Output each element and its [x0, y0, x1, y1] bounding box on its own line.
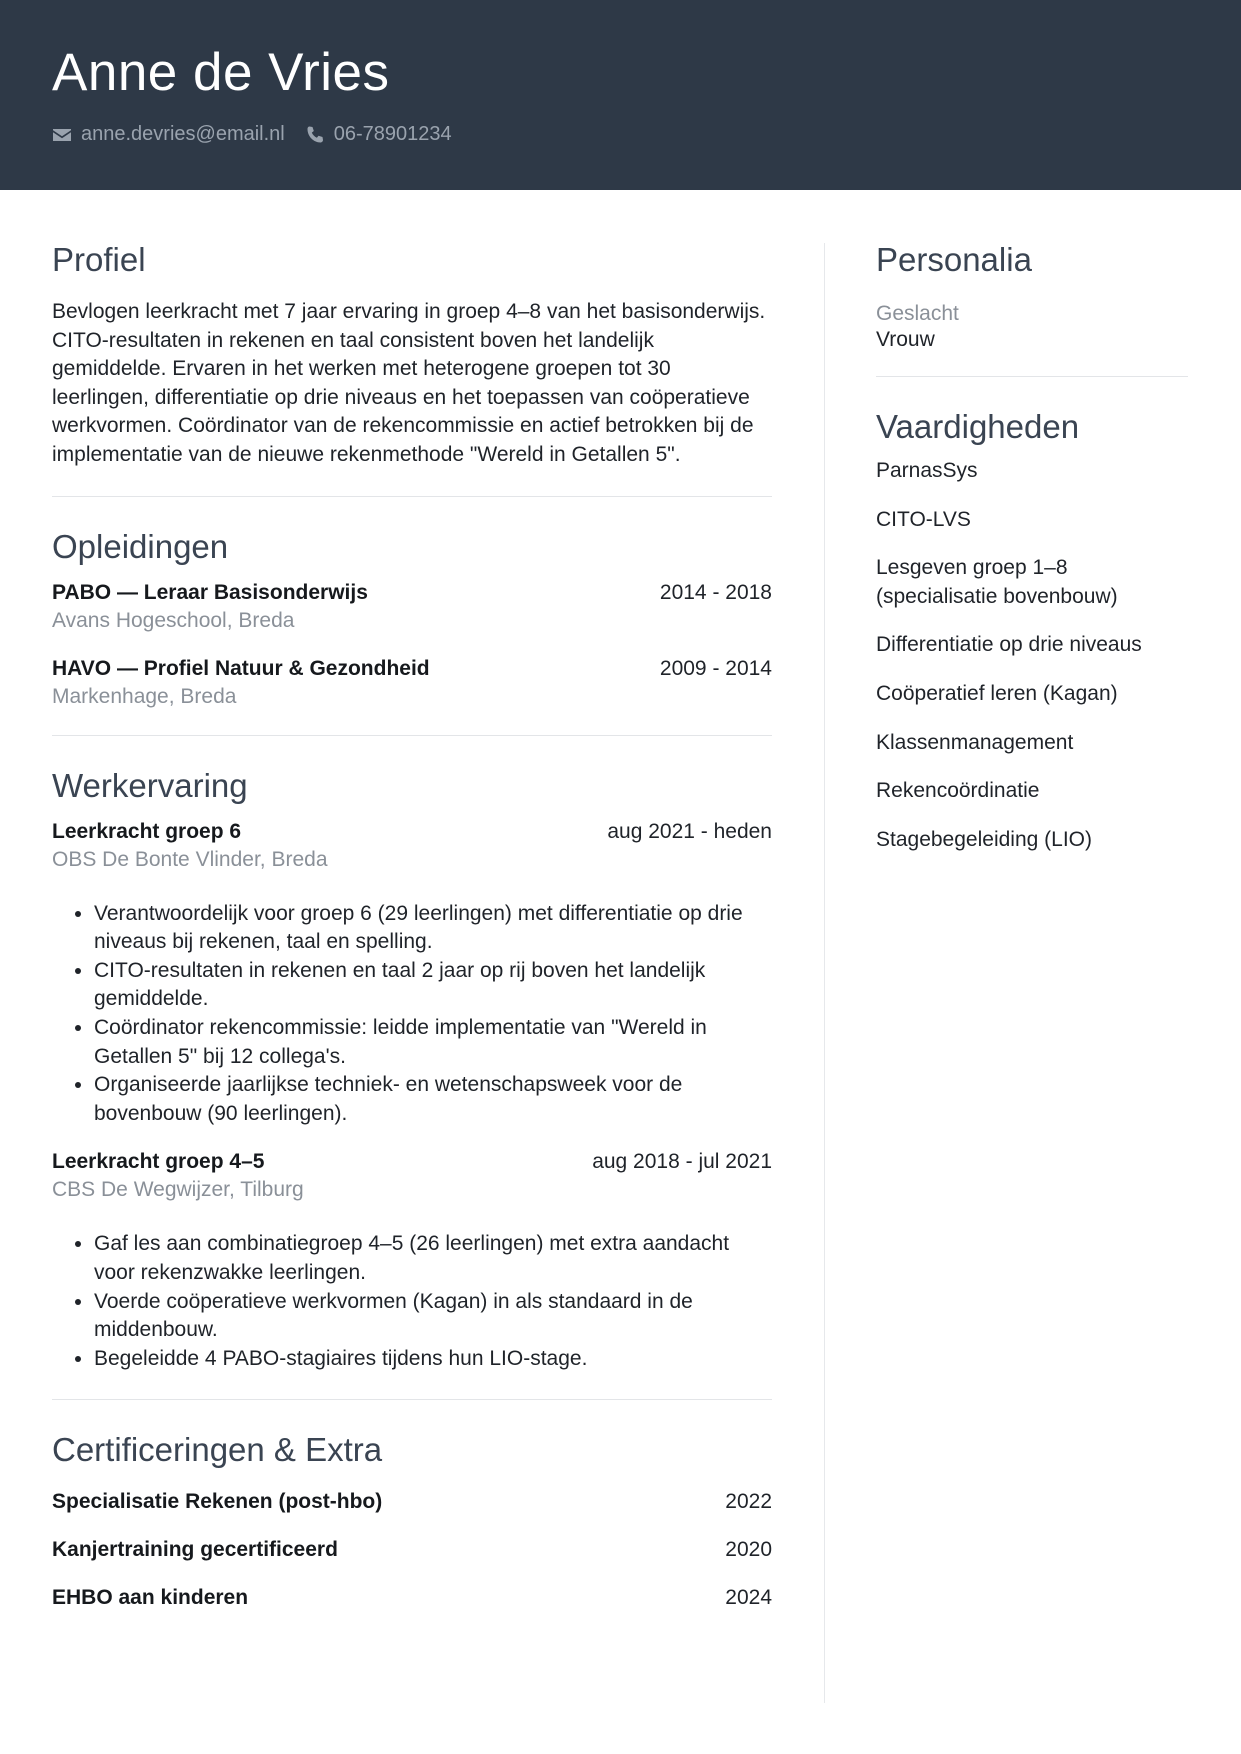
- skills-list: [876, 457, 1188, 854]
- education-item: [52, 657, 772, 709]
- list-item: • CITO-resultaten in rekenen en taal 2 jaar op rij boven het landelijk gemiddelde.: [94, 957, 772, 1014]
- section-heading: Certificeringen & Extra: [52, 1431, 383, 1469]
- certificate-title: EHBO aan kinderen: [52, 1586, 249, 1610]
- profile-text: Bevlogen leerkracht met 7 jaar ervaring in groep 4–8 van het basisonderwijs. CITO-resultaten in rekenen en taal consistent boven het landelijk gemiddelde. Ervaren in het werken met heterogene groepen tot 30 leerlingen, differentiatie op drie niveaus en het toepassen van coöperatieve werkvormen. Coördinator van de rekencommissie en actief betrokken bij de implementatie van de nieuwe rekenmethode "Wereld in Getallen 5".: [52, 300, 766, 466]
- skill-item: Rekencoördinatie: [876, 779, 1040, 803]
- section-heading: Vaardigheden: [876, 408, 1080, 445]
- job-date: aug 2018 - jul 2021: [592, 1150, 772, 1174]
- gender-value: Vrouw: [876, 328, 935, 351]
- skill-item: Lesgeven groep 1–8 (specialisatie bovenbouw): [876, 556, 1118, 608]
- certificate-item: [52, 1586, 772, 1610]
- job-title: Leerkracht groep 4–5: [52, 1150, 265, 1174]
- envelope-icon: [52, 125, 72, 145]
- contact-info: [52, 123, 472, 146]
- job-date: aug 2021 - heden: [607, 819, 772, 843]
- section-heading: Profiel: [52, 241, 146, 278]
- skill-item: Klassenmanagement: [876, 730, 1074, 754]
- certificate-year: 2024: [725, 1586, 772, 1610]
- contact-phone[interactable]: [305, 123, 452, 146]
- skill-item: Stagebegeleiding (LIO): [876, 827, 1092, 851]
- skill-item: Differentiatie op drie niveaus: [876, 633, 1142, 657]
- job-place: CBS De Wegwijzer, Tilburg: [52, 1178, 304, 1202]
- divider: [52, 735, 772, 736]
- job-bullets: [52, 1230, 772, 1373]
- resume-header: [0, 0, 1241, 190]
- education-place: Markenhage, Breda: [52, 684, 237, 708]
- education-title: PABO — Leraar Basisonderwijs: [52, 580, 368, 604]
- section-werkervaring: [52, 766, 772, 1374]
- job-item: [52, 1150, 772, 1373]
- job-title: Leerkracht groep 6: [52, 819, 242, 843]
- certificate-item: [52, 1490, 772, 1514]
- education-title: HAVO — Profiel Natuur & Gezondheid: [52, 656, 430, 680]
- certificate-year: 2020: [725, 1538, 772, 1562]
- main-column: [52, 240, 772, 1610]
- section-opleidingen: [52, 527, 772, 709]
- list-item: • Verantwoordelijk voor groep 6 (29 leerlingen) met differentiatie op drie niveaus bij rekenen, taal en spelling.: [94, 900, 772, 957]
- section-heading: Opleidingen: [52, 527, 229, 565]
- education-place: Avans Hogeschool, Breda: [52, 608, 295, 632]
- phone-icon: [305, 125, 325, 145]
- section-vaardigheden: [876, 407, 1188, 854]
- job-place: OBS De Bonte Vlinder, Breda: [52, 847, 328, 871]
- certificate-title: Kanjertraining gecertificeerd: [52, 1538, 338, 1562]
- education-date: 2014 - 2018: [659, 580, 772, 604]
- list-item: • Gaf les aan combinatiegroep 4–5 (26 leerlingen) met extra aandacht voor rekenzwakke leerlingen.: [94, 1230, 772, 1287]
- email-text: anne.devries@email.nl: [81, 123, 285, 145]
- gender-label: Geslacht: [876, 302, 959, 325]
- list-item: • Begeleidde 4 PABO-stagiaires tijdens hun LIO-stage.: [94, 1345, 772, 1374]
- education-item: [52, 581, 772, 633]
- divider: [52, 1399, 772, 1400]
- phone-text: 06-78901234: [333, 123, 452, 145]
- divider: [876, 376, 1188, 377]
- section-heading: Werkervaring: [52, 766, 248, 804]
- job-bullets: [52, 900, 772, 1129]
- education-date: 2009 - 2014: [659, 656, 772, 680]
- section-profiel: [52, 240, 772, 470]
- skill-item: Coöperatief leren (Kagan): [876, 681, 1118, 705]
- certificate-title: Specialisatie Rekenen (post-hbo): [52, 1490, 383, 1514]
- skill-item: ParnasSys: [876, 459, 978, 482]
- certificate-item: [52, 1538, 772, 1562]
- job-item: [52, 820, 772, 1129]
- section-personalia: [876, 240, 1188, 352]
- certificate-year: 2022: [725, 1490, 772, 1514]
- list-item: • Voerde coöperatieve werkvormen (Kagan) in als standaard in de middenbouw.: [94, 1288, 772, 1345]
- contact-email[interactable]: [52, 123, 285, 146]
- list-item: • Coördinator rekencommissie: leidde implementatie van "Wereld in Getallen 5" bij 12 collega's.: [94, 1014, 772, 1071]
- section-certificeringen: [52, 1430, 772, 1610]
- column-divider: [824, 243, 825, 1703]
- skill-item: CITO-LVS: [876, 507, 971, 531]
- candidate-name: Anne de Vries: [52, 43, 390, 102]
- section-heading: Personalia: [876, 241, 1032, 278]
- list-item: • Organiseerde jaarlijkse techniek- en wetenschapsweek voor de bovenbouw (90 leerlingen).: [94, 1071, 772, 1128]
- divider: [52, 496, 772, 497]
- sidebar-column: [876, 240, 1188, 854]
